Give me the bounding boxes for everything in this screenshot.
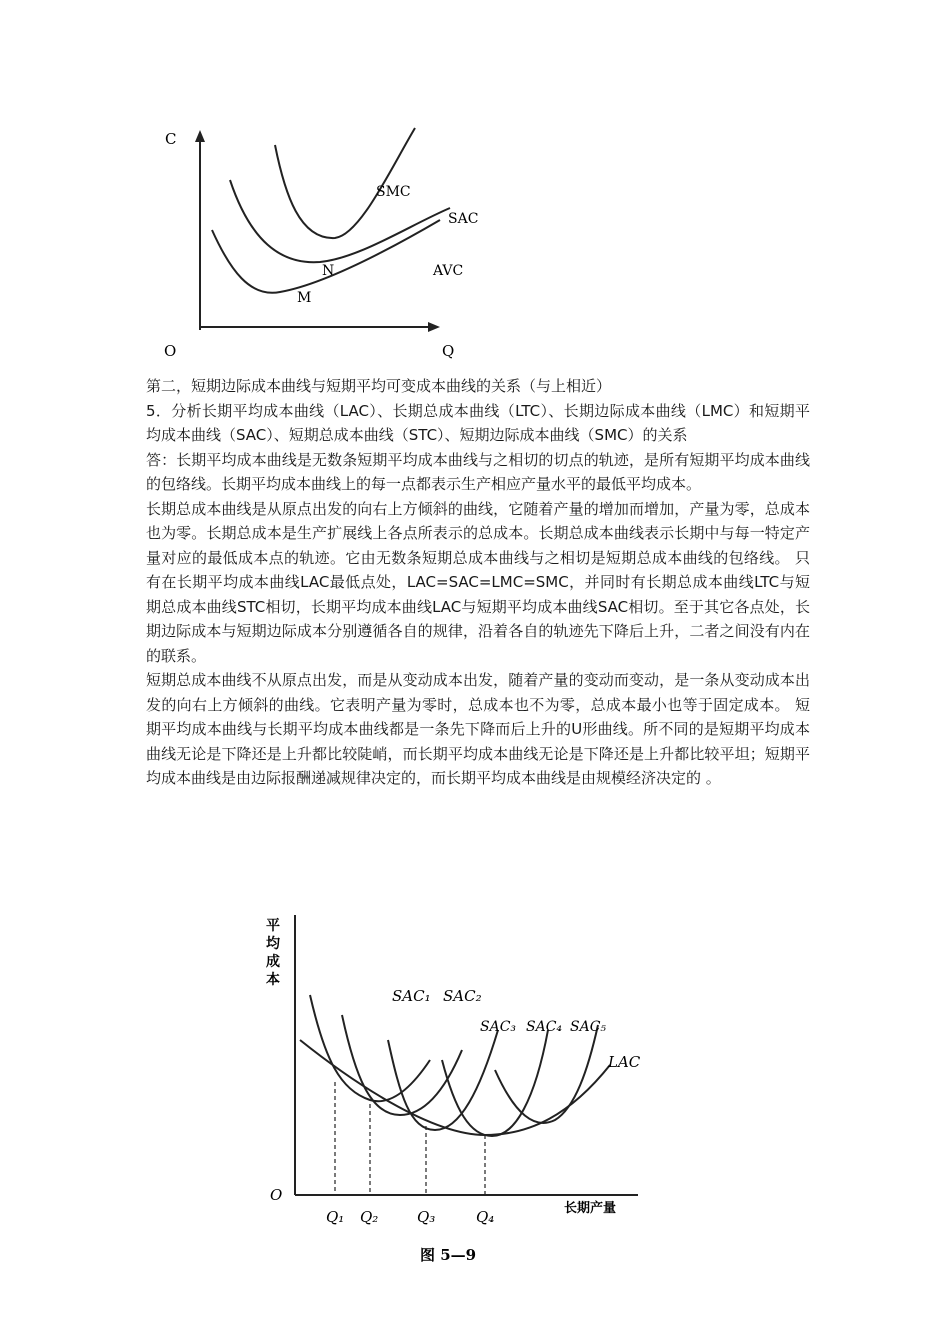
point-n-label: N (322, 263, 335, 279)
origin-label: O (270, 1186, 283, 1204)
lac-envelope-svg (230, 900, 670, 1275)
sac-label: SAC (448, 211, 479, 227)
paragraph-1: 第二，短期边际成本曲线与短期平均可变成本曲线的关系（与上相近） (146, 377, 612, 395)
paragraph-3: 答：长期平均成本曲线是无数条短期平均成本曲线与之相切的切点的轨迹，是所有短期平均成本曲线的包络线。长期平均成本曲线上的每一点都表示生产相应产量水平的最低平均成本。 (146, 450, 810, 493)
figure-cost-curves (150, 120, 490, 370)
y-axis-label: C (165, 130, 177, 148)
sac1-curve (310, 995, 430, 1101)
figure-lac-envelope (230, 900, 670, 1275)
origin-label: O (164, 342, 177, 360)
sac4-label: SAC₄ (526, 1019, 563, 1035)
sac1-label: SAC₁ (392, 987, 431, 1005)
paragraph-5: 短期总成本曲线不从原点出发，而是从变动成本出发，随着产量的变动而变动，是一条从变动成本出发的向右上方倾斜的曲线。它表明产量为零时，总成本也不为零，总成本最小也等于固定成本。 短期平均成本曲线与长期平均成本曲线都是一条先下降而后上升的U形曲线。所不同的是短期平均成本曲线无论是下降还是上升都比较陡峭，而长期平均成本曲线无论是下降还是上升都比较平坦；短期平均成本曲线是由边际报酬递减规律决定的，而长期平均成本曲线是由规模经济决定的 。 (146, 671, 810, 787)
paragraph-4: 长期总成本曲线是从原点出发的向右上方倾斜的曲线，它随着产量的增加而增加，产量为零，总成本也为零。长期总成本是生产扩展线上各点所表示的总成本。长期总成本曲线表示长期中与每一特定产量对应的最低成本点的轨迹。它由无数条短期总成本曲线与之相切是短期总成本曲线的包络线。 只有在长期平均成本曲线LAC最低点处，LAC=SAC=LMC=SMC，并同时有长期总成本曲线LTC与短期总成本曲线STC相切，长期平均成本曲线LAC与短期平均成本曲线SAC相切。至于其它各点处，长期边际成本与短期边际成本分别遵循各自的规律，沿着各自的轨迹先下降后上升，二者之间没有内在的联系。 (146, 499, 810, 665)
sac3-label: SAC₃ (480, 1019, 517, 1035)
figure-caption: 图 5—9 (420, 1246, 477, 1264)
q2-label: Q₂ (360, 1208, 379, 1226)
sac5-label: SAC₅ (570, 1019, 607, 1035)
sac2-label: SAC₂ (443, 987, 482, 1005)
smc-label: SMC (376, 184, 411, 200)
q3-label: Q₃ (417, 1208, 436, 1226)
q4-label: Q₄ (476, 1208, 495, 1226)
y-axis-arrow (195, 130, 205, 142)
avc-curve (212, 220, 440, 293)
avc-label: AVC (433, 263, 464, 279)
x-axis-label: 长期产量 (564, 1201, 617, 1216)
sac-curve (230, 180, 450, 262)
q1-label: Q₁ (326, 1208, 345, 1226)
lac-label: LAC (608, 1053, 641, 1071)
paragraph-2: 5．分析长期平均成本曲线（LAC）、长期总成本曲线（LTC）、长期边际成本曲线（LMC）和短期平均成本曲线（SAC）、短期总成本曲线（STC）、短期边际成本曲线（SMC）的关系 (146, 401, 810, 444)
body-text (146, 374, 810, 791)
point-m-label: M (297, 290, 312, 306)
x-axis-arrow (428, 322, 440, 332)
x-axis-label: Q (442, 342, 455, 360)
y-axis-label: 平 均 成 本 (266, 918, 280, 988)
cost-curves-svg (150, 120, 490, 370)
